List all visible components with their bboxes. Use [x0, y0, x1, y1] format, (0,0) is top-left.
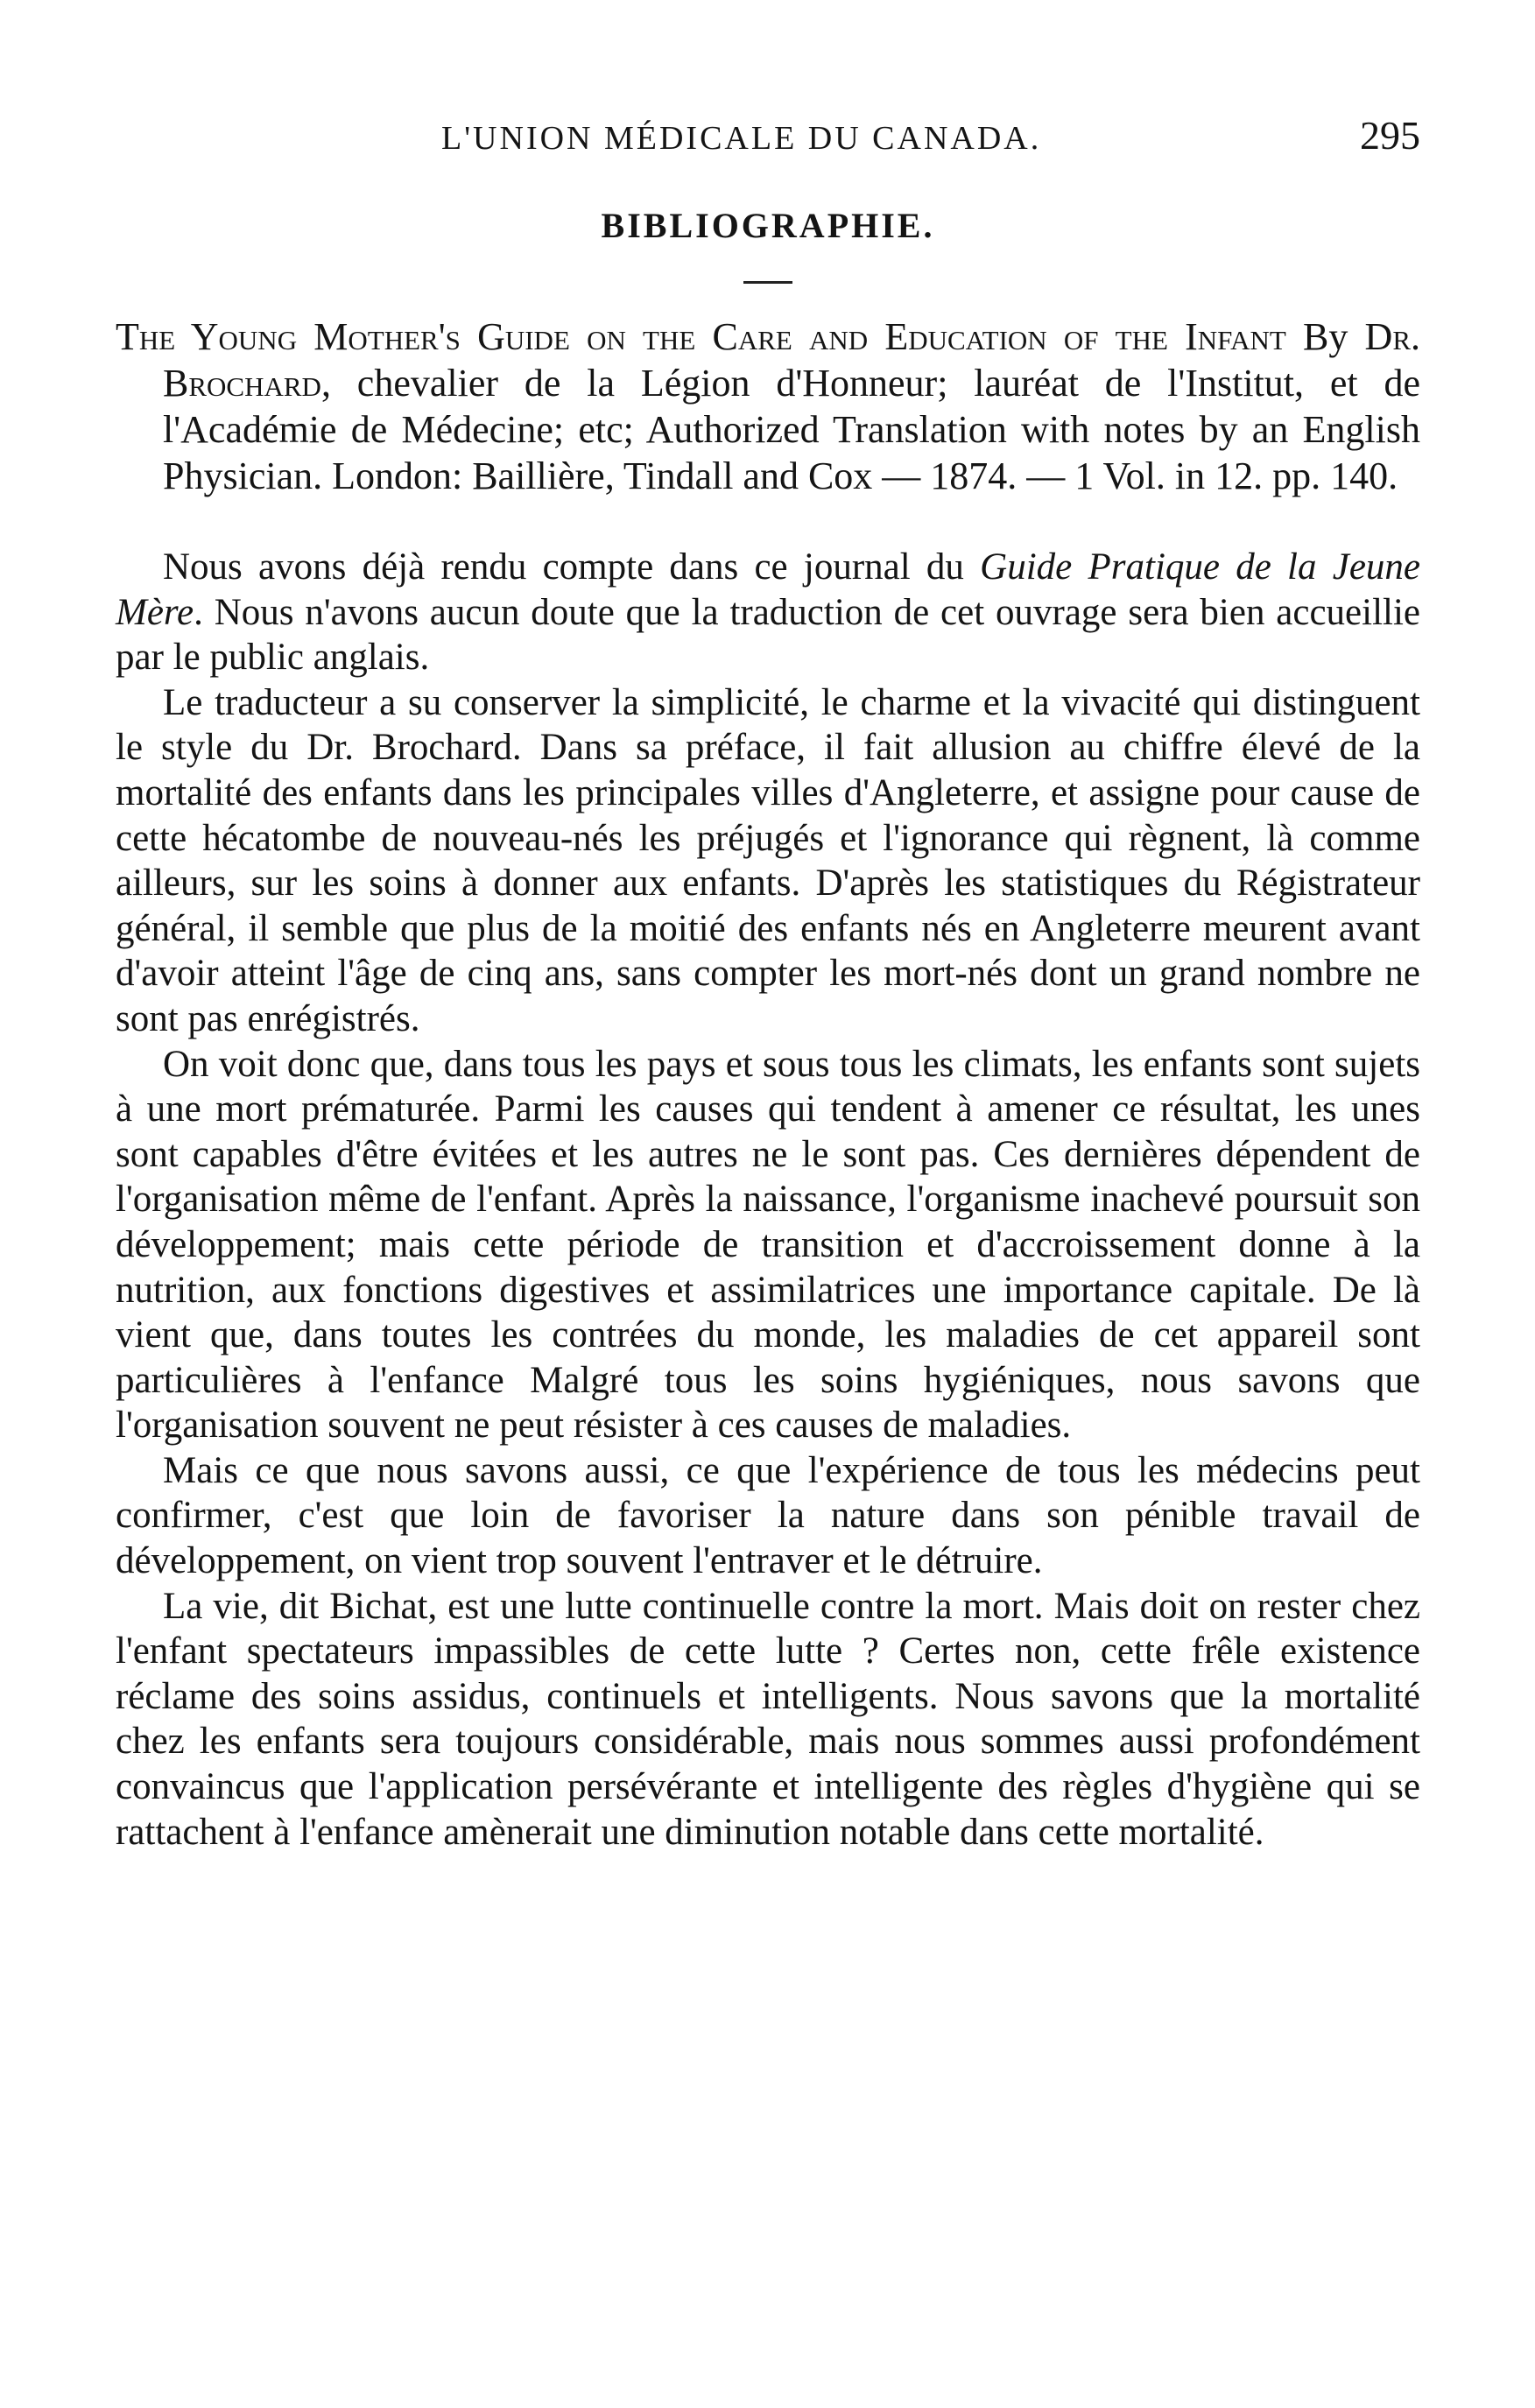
running-header: [116, 105, 1420, 175]
paragraph-5: La vie, dit Bichat, est une lutte continuelle contre la mort. Mais doit on rester chez l'enfant spectateurs impassibles de cette lutte ? Certes non, cette frêle existence réclame des soins assidus, continuels et intelligents. Nous savons que la mortalité chez les enfants sera toujours considérable, mais nous sommes aussi profondément convaincus que l'application persévérante et intelligente des règles d'hygiène qui se rattachent à l'enfance amènerait une diminution notable dans cette mortalité.: [116, 1585, 1420, 1853]
review-body: [116, 545, 1420, 1855]
book-author: Dr. Brochard: [163, 315, 1420, 405]
paragraph-2: Le traducteur a su conserver la simplicité, le charme et la vivacité qui distinguent le style du Dr. Brochard. Dans sa préface, il fait allusion au chiffre élevé de la mortalité des enfants dans les principales villes d'Angleterre, et assigne pour cause de cette hécatombe de nouveau-nés les préjugés et l'ignorance qui règnent, là comme ailleurs, sur les soins à donner aux enfants. D'après les statistiques du Régistrateur général, il semble que plus de la moitié des enfants nés en Angleterre meurent avant d'avoir atteint l'âge de cinq ans, sans compter les mort-nés dont un grand nombre ne sont pas enrégistrés.: [116, 681, 1420, 1039]
paragraph-3: On voit donc que, dans tous les pays et sous tous les climats, les enfants sont sujets à une mort prématurée. Parmi les causes qui tendent à amener ce résultat, les unes sont capables d'être évitées et les autres ne le sont pas. Ces dernières dépendent de l'organisation même de l'enfant. Après la naissance, l'organisme inachevé poursuit son développement; mais cette période de transition et d'accroissement donne à la nutrition, aux fonctions digestives et assimilatrices une importance capitale. De là vient que, dans toutes les contrées du monde, les maladies de cet appareil sont particulières à l'enfance Malgré tous les soins hygiéniques, nous savons que l'organisation souvent ne peut résister à ces causes de maladies.: [116, 1043, 1420, 1447]
section-title: BIBLIOGRAPHIE.: [601, 206, 935, 245]
citation-by: By: [1285, 315, 1365, 358]
book-title: The Young Mother's Guide on the Care and Education of the Infant: [116, 315, 1286, 358]
page-number: 295: [1360, 113, 1420, 158]
document-page: [116, 105, 1420, 2347]
citation-details: , chevalier de la Légion d'Honneur; lauréat de l'Institut, et de l'Académie de Médecine; etc; Authorized Translation with notes by an English Physician. London: Baillière, Tindall and Cox — 1874. — 1 Vol. in 12. pp. 140.: [163, 362, 1420, 497]
paragraph-1: [116, 545, 1420, 680]
cited-book-title: Guide Pratique de la Jeune Mère: [116, 546, 1420, 633]
paragraph-1-text-start: Nous avons déjà rendu compte dans ce journal du: [163, 546, 981, 588]
journal-title: L'UNION MÉDICALE DU CANADA.: [441, 120, 1042, 157]
paragraph-4: Mais ce que nous savons aussi, ce que l'expérience de tous les médecins peut confirmer, c'est que loin de favoriser la nature dans son pénible travail de développement, on vient trop souvent l'entraver et le détruire.: [116, 1449, 1420, 1582]
paragraph-1-text-end: . Nous n'avons aucun doute que la traduction de cet ouvrage sera bien accueillie par le public anglais.: [116, 591, 1420, 679]
section-divider: [743, 281, 792, 284]
book-citation: [116, 313, 1420, 499]
